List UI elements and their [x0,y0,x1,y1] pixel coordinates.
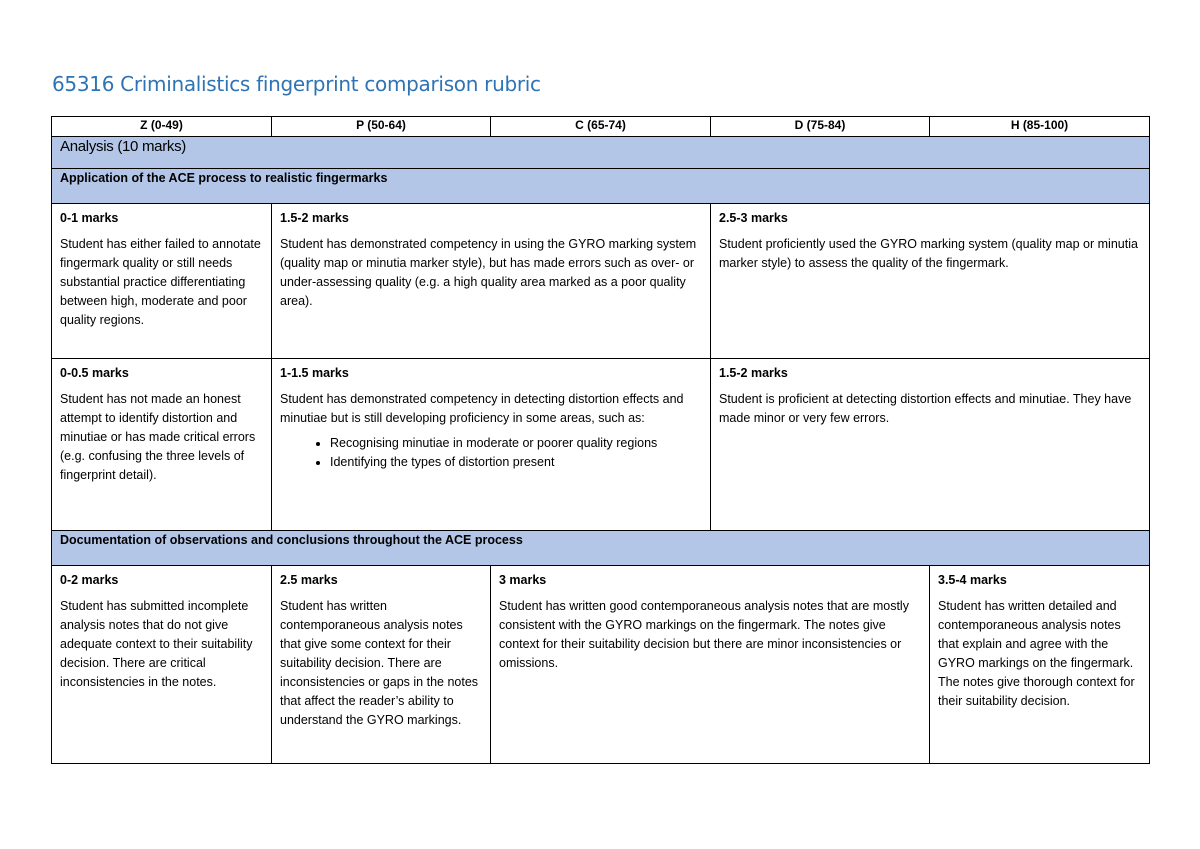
marks-label: 1-1.5 marks [280,366,349,380]
rubric-cell [711,359,1150,531]
rubric-cell [491,566,930,764]
rubric-cell [272,566,491,764]
rubric-cell [272,204,711,359]
page-title: 65316 Criminalistics fingerprint comparison rubric [52,72,541,96]
cell-description: Student proficiently used the GYRO marking system (quality map or minutia marker style) to assess the quality of the fingermark. [719,237,1138,270]
rubric-row [52,566,1150,764]
rubric-cell [52,566,272,764]
grade-h-header: H (85-100) [930,117,1150,137]
rubric-cell [272,359,711,531]
cell-description: Student has demonstrated competency in detecting distortion effects and minutiae but is still developing proficiency in some areas, such as: [280,392,684,425]
cell-description: Student has either failed to annotate fingermark quality or still needs substantial practice differentiating between high, moderate and poor quality regions. [60,237,261,327]
marks-label: 3 marks [499,573,547,587]
grade-p-header: P (50-64) [272,117,491,137]
bullet-item: • Identifying the types of distortion present [330,453,702,472]
criterion-heading-ace: Application of the ACE process to realistic fingermarks [52,169,1150,204]
cell-description: Student has written detailed and contemporaneous analysis notes that explain and agree with the GYRO markings on the fingermark. The notes give thorough context for their suitability decision. [938,599,1135,708]
grade-z-header: Z (0-49) [52,117,272,137]
cell-description: Student has written good contemporaneous analysis notes that are mostly consistent with the GYRO markings on the fingermark. The notes give context for their suitability decision but there are minor inconsistencies or omissions. [499,599,909,670]
criterion-row [52,169,1150,204]
marks-label: 0-1 marks [60,211,119,225]
cell-description: Student is proficient at detecting distortion effects and minutiae. They have made minor or very few errors. [719,392,1132,425]
cell-description: Student has demonstrated competency in using the GYRO marking system (quality map or minutia marker style), but has made errors such as over- or under-assessing quality (e.g. a high quality area marked as a poor quality area). [280,237,697,308]
criterion-row [52,531,1150,566]
grade-c-header: C (65-74) [491,117,711,137]
grade-header-row [52,117,1150,137]
rubric-row [52,204,1150,359]
cell-description: Student has submitted incomplete analysis notes that do not give adequate context to their suitability decision. There are critical inconsistencies in the notes. [60,599,253,689]
rubric-cell [52,359,272,531]
section-heading: Analysis (10 marks) [52,137,1150,169]
marks-label: 2.5 marks [280,573,338,587]
marks-label: 3.5-4 marks [938,573,1007,587]
rubric-cell [52,204,272,359]
rubric-row [52,359,1150,531]
section-row [52,137,1150,169]
marks-label: 0-0.5 marks [60,366,129,380]
marks-label: 1.5-2 marks [719,366,788,380]
rubric-cell [711,204,1150,359]
marks-label: 2.5-3 marks [719,211,788,225]
bullet-list [280,434,702,472]
criterion-heading-documentation: Documentation of observations and conclusions throughout the ACE process [52,531,1150,566]
cell-description: Student has not made an honest attempt to identify distortion and minutiae or has made critical errors (e.g. confusing the three levels of fingerprint detail). [60,392,256,482]
marks-label: 0-2 marks [60,573,119,587]
bullet-item: • Recognising minutiae in moderate or poorer quality regions [330,434,702,453]
rubric-cell [930,566,1150,764]
grade-d-header: D (75-84) [711,117,930,137]
cell-description: Student has written contemporaneous analysis notes that give some context for their suitability decision. There are inconsistencies or gaps in the notes that affect the reader’s ability to understand the GYRO markings. [280,599,479,727]
rubric-table [51,116,1150,764]
marks-label: 1.5-2 marks [280,211,349,225]
